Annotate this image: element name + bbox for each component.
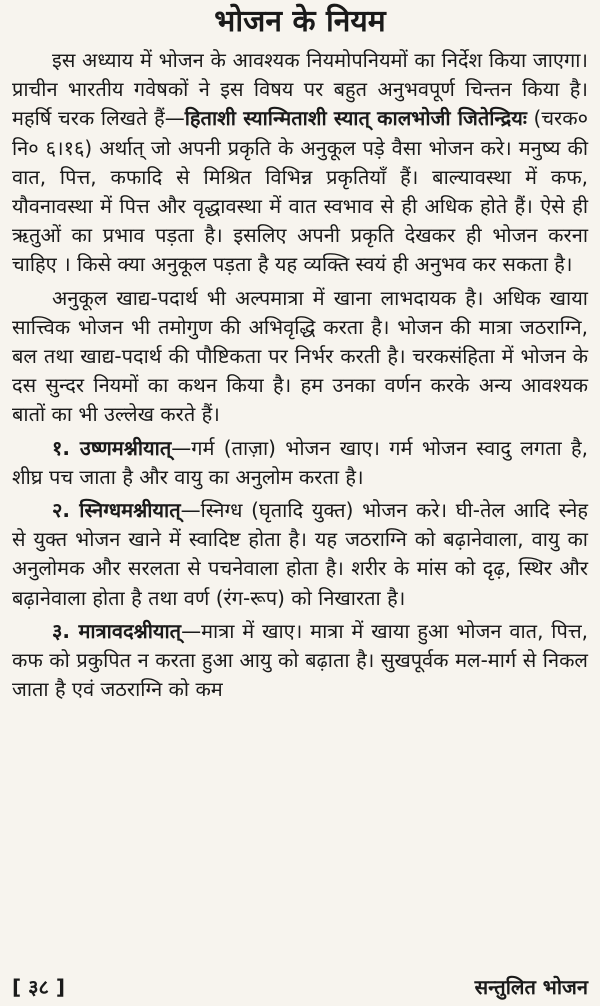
intro-continued: (चरक० नि० ६।१६) अर्थात् जो अपनी प्रकृति के अनुकूल पड़े वैसा भोजन करे। मनुष्य की वात, पित्त, कफादि से मिश्रित विभिन्न प्रकृतियाँ हैं। बाल्यावस्था में कफ, यौवनावस्था में पित्त और वृद्धावस्था में वात स्वभाव से ही अधिक होते हैं। ऐसे ही ऋतुओं का प्रभाव पड़ता है। इसलिए अपनी प्रकृति देखकर ही भोजन करना चाहिए । किसे क्या अनुकूल पड़ता है यह व्यक्ति स्वयं ही अनुभव कर सकता है। (12, 106, 588, 277)
page-number: [ ३८ ] (12, 975, 66, 999)
charak-quote: हिताशी स्यान्मिताशी स्यात् कालभोजी जितेन्द्रियः (184, 106, 527, 131)
paragraph-quantity: अनुकूल खाद्य-पदार्थ भी अल्पमात्रा में खाना लाभदायक है। अधिक खाया सात्त्विक भोजन भी तमोगुण की अभिवृद्धि करता है। भोजन की मात्रा जठराग्नि, बल तथा खाद्य-पदार्थ की पौष्टिकता पर निर्भर करती है। चरकसंहिता में भोजन के दस सुन्दर नियमों का कथन किया है। हम उनका वर्णन करके अन्य आवश्यक बातों का भी उल्लेख करते हैं। (12, 285, 588, 427)
rule-3-heading: ३. मात्रावदश्नीयात् (52, 618, 182, 643)
paragraph-intro (12, 46, 588, 280)
rule-2-text: —स्निग्ध (घृतादि युक्त) भोजन करे। घी-तेल आदि स्नेह से युक्त भोजन खाने में स्वादिष्ट होता है। यह जठराग्नि को बढ़ानेवाला, वायु का अनुलोमक और सरलता से पचनेवाला होता है। शरीर के मांस को दृढ़, स्थिर और बढ़ानेवाला होता है तथा वर्ण (रंग-रूप) को निखारता है। (12, 498, 588, 610)
rule-2 (12, 496, 588, 613)
page-footer (12, 973, 588, 1000)
book-title: सन्तुलित भोजन (474, 975, 588, 999)
rule-1-text: —गर्म (ताज़ा) भोजन खाए। गर्म भोजन स्वादु लगता है, शीघ्र पच जाता है और वायु का अनुलोम करता है। (12, 435, 589, 489)
intro-text: इस अध्याय में भोजन के आवश्यक नियमोपनियमों का निर्देश किया जाएगा। प्राचीन भारतीय गवेषकों ने इस विषय पर बहुत अनुभवपूर्ण चिन्तन किया है। महर्षि चरक लिखते हैं— (12, 48, 588, 131)
rule-1 (12, 434, 588, 492)
rule-3-text: —मात्रा में खाए। मात्रा में खाया हुआ भोजन वात, पित्त, कफ को प्रकुपित न करता हुआ आयु को बढ़ाता है। सुखपूर्वक मल-मार्ग से निकल जाता है एवं जठराग्नि को कम (12, 618, 589, 702)
page-title: भोजन के नियम (214, 4, 386, 39)
rule-1-heading: १. उष्णमश्नीयात् (52, 435, 172, 460)
rule-2-heading: २. स्निग्धमश्नीयात् (52, 498, 181, 523)
rule-3 (12, 617, 588, 705)
